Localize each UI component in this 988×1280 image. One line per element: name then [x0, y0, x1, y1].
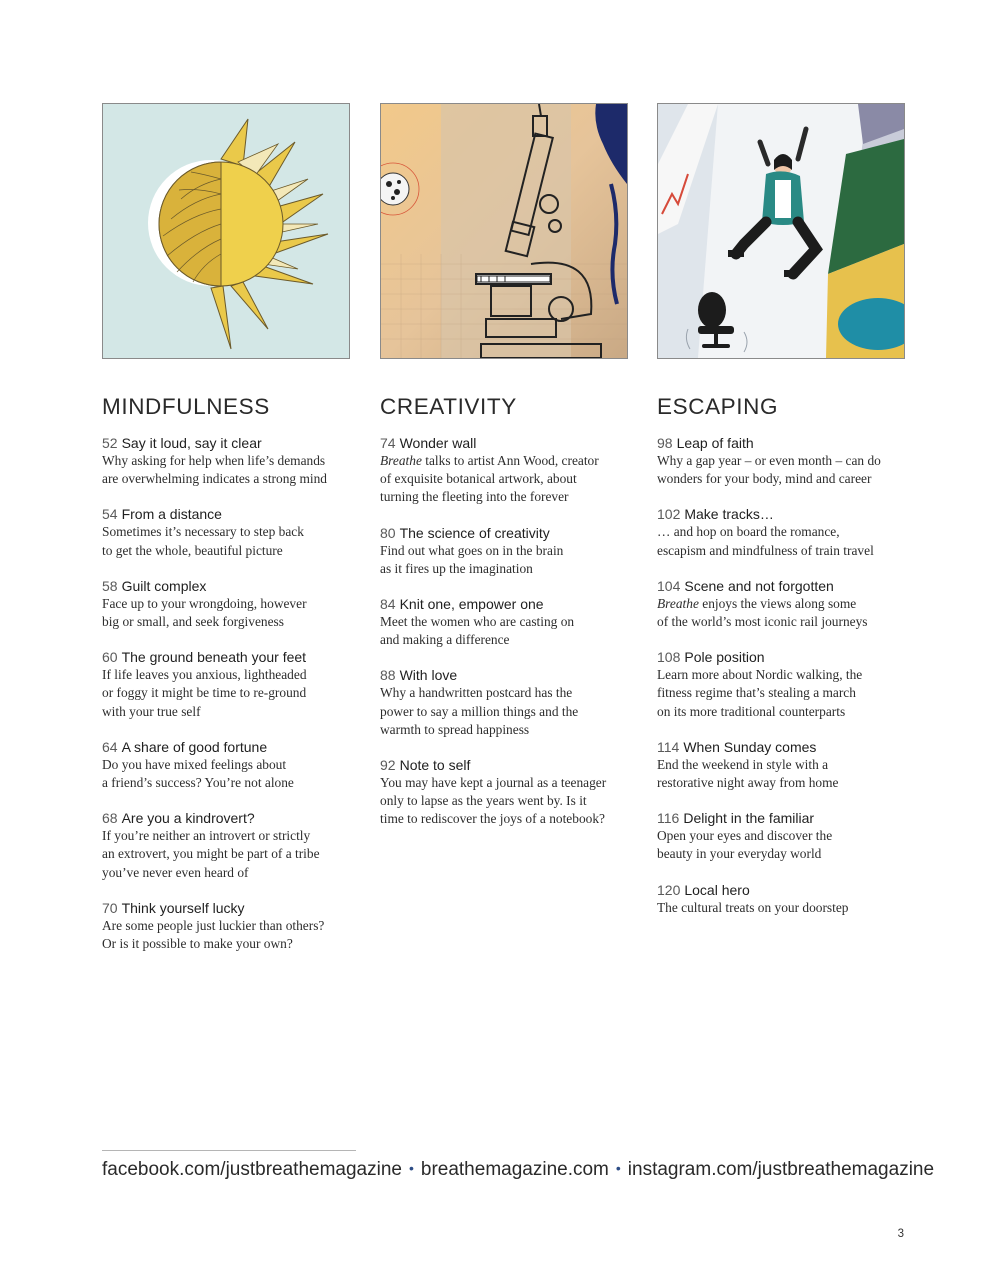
bullet-separator: • [615, 1160, 621, 1176]
jumping-person-icon [658, 104, 904, 358]
entry-title: Make tracks… [684, 506, 774, 523]
page-number: 102 [657, 506, 681, 523]
entry-description: You may have kept a journal as a teenager only to lapse as the years went by. Is it time to rediscover the joys of a notebook? [380, 775, 607, 827]
entry-title: Delight in the familiar [683, 810, 815, 827]
list-item[interactable] [102, 648, 350, 721]
list-item[interactable] [102, 434, 350, 488]
list-item[interactable] [657, 881, 905, 917]
entry-list [380, 434, 628, 829]
list-item[interactable] [102, 738, 350, 792]
list-item[interactable] [102, 899, 350, 953]
list-item[interactable] [380, 524, 628, 578]
entry-title: Local hero [684, 881, 750, 898]
entry-title: When Sunday comes [683, 738, 817, 755]
sun-illustration [102, 103, 350, 359]
entry-title: Guilt complex [121, 577, 207, 594]
list-item[interactable] [380, 595, 628, 649]
entry-title: Leap of faith [676, 435, 754, 451]
microscope-illustration [380, 103, 628, 359]
entry-title: Think yourself lucky [121, 899, 245, 916]
page-number: 74 [380, 435, 396, 451]
entry-title: Knit one, empower one [399, 596, 544, 613]
jumping-woman-illustration [657, 103, 905, 359]
entry-title: From a distance [121, 506, 222, 523]
entry-title: The ground beneath your feet [121, 649, 307, 666]
page-number: 116 [657, 810, 680, 827]
page-number: 104 [657, 577, 681, 594]
page-number: 84 [380, 596, 396, 613]
entry-description: Meet the women who are casting on and making a difference [380, 614, 575, 648]
entry-title: With love [399, 667, 458, 684]
list-item[interactable] [102, 809, 350, 882]
footer-divider [102, 1150, 356, 1151]
entry-description: If you’re neither an introvert or strictly an extrovert, you might be part of a tribe you’ve never even heard of [102, 828, 320, 880]
entry-description: Why asking for help when life’s demands are overwhelming indicates a strong mind [102, 453, 327, 487]
sun-icon [103, 104, 349, 358]
list-item[interactable] [102, 577, 350, 631]
page-number: 58 [102, 577, 118, 594]
list-item[interactable] [657, 505, 905, 559]
page-number: 88 [380, 667, 396, 684]
entry-description: Breathe enjoys the views along some of the world’s most iconic rail journeys [657, 595, 868, 630]
entry-description: Sometimes it’s necessary to step back to get the whole, beautiful picture [102, 524, 304, 558]
page-number: 114 [657, 738, 680, 755]
footer-links [102, 1159, 935, 1181]
list-item[interactable] [657, 434, 905, 488]
list-item[interactable] [380, 666, 628, 739]
entry-title: A share of good fortune [121, 738, 268, 755]
magazine-name: Breathe [657, 595, 699, 611]
entry-description: Why a gap year – or even month – can do wonders for your body, mind and career [657, 453, 881, 487]
page-number: 120 [657, 881, 681, 898]
entry-title: Note to self [399, 757, 471, 774]
entry-description: End the weekend in style with a restorative night away from home [657, 756, 839, 791]
entry-description: Find out what goes on in the brain as it fires up the imagination [380, 542, 564, 576]
column-mindfulness [102, 103, 350, 970]
entry-title: The science of creativity [399, 524, 550, 541]
entry-title: Wonder wall [399, 435, 477, 451]
list-item[interactable] [380, 434, 628, 507]
entry-description: Face up to your wrongdoing, however big or small, and seek forgiveness [102, 595, 307, 630]
section-title: CREATIVITY [380, 394, 517, 419]
page-number: 60 [102, 649, 118, 666]
entry-description: Are some people just luckier than others? Or is it possible to make your own? [102, 917, 325, 952]
entry-description: Why a handwritten postcard has the power to say a million things and the warmth to spread happiness [380, 685, 579, 737]
page-number: 68 [102, 810, 118, 827]
entry-title: Scene and not forgotten [684, 577, 834, 594]
bullet-separator: • [408, 1160, 414, 1176]
section-title: ESCAPING [657, 394, 779, 419]
entry-description: Breathe talks to artist Ann Wood, creator of exquisite botanical artwork, about turning the fleeting into the forever [380, 453, 599, 505]
page-number: 64 [102, 738, 118, 755]
instagram-link[interactable]: instagram.com/justbreathemagazine [627, 1159, 935, 1180]
section-title: MINDFULNESS [102, 394, 270, 419]
page-number: 70 [102, 899, 118, 916]
page-number: 54 [102, 506, 118, 523]
entry-title: Say it loud, say it clear [121, 435, 262, 451]
page-number: 98 [657, 435, 673, 451]
entry-description: The cultural treats on your doorstep [657, 899, 849, 915]
entry-description: Open your eyes and discover the beauty in your everyday world [657, 828, 833, 862]
facebook-link[interactable]: facebook.com/justbreathemagazine [102, 1159, 402, 1180]
entry-title: Pole position [684, 649, 765, 666]
list-item[interactable] [657, 648, 905, 721]
entry-title: Are you a kindrovert? [121, 810, 255, 827]
entry-description: Do you have mixed feelings about a friend’s success? You’re not alone [102, 756, 294, 791]
column-escaping [657, 103, 905, 934]
magazine-name: Breathe [380, 453, 422, 468]
page-number-footer: 3 [897, 1228, 904, 1240]
microscope-icon [381, 104, 627, 358]
entry-description: Learn more about Nordic walking, the fitness regime that’s stealing a march on its more traditional counterparts [657, 667, 863, 719]
list-item[interactable] [657, 738, 905, 792]
website-link[interactable]: breathemagazine.com [420, 1159, 609, 1180]
entry-list [657, 434, 905, 917]
column-creativity [380, 103, 628, 846]
entry-description: … and hop on board the romance, escapism and mindfulness of train travel [657, 524, 874, 558]
list-item[interactable] [102, 505, 350, 559]
page-number: 80 [380, 524, 396, 541]
entry-description: If life leaves you anxious, lightheaded or foggy it might be time to re-ground with your true self [102, 667, 307, 719]
list-item[interactable] [657, 577, 905, 631]
page-number: 92 [380, 757, 396, 774]
page-number: 108 [657, 649, 681, 666]
list-item[interactable] [657, 809, 905, 863]
entry-list [102, 434, 350, 953]
page-number: 52 [102, 435, 118, 451]
list-item[interactable] [380, 756, 628, 829]
